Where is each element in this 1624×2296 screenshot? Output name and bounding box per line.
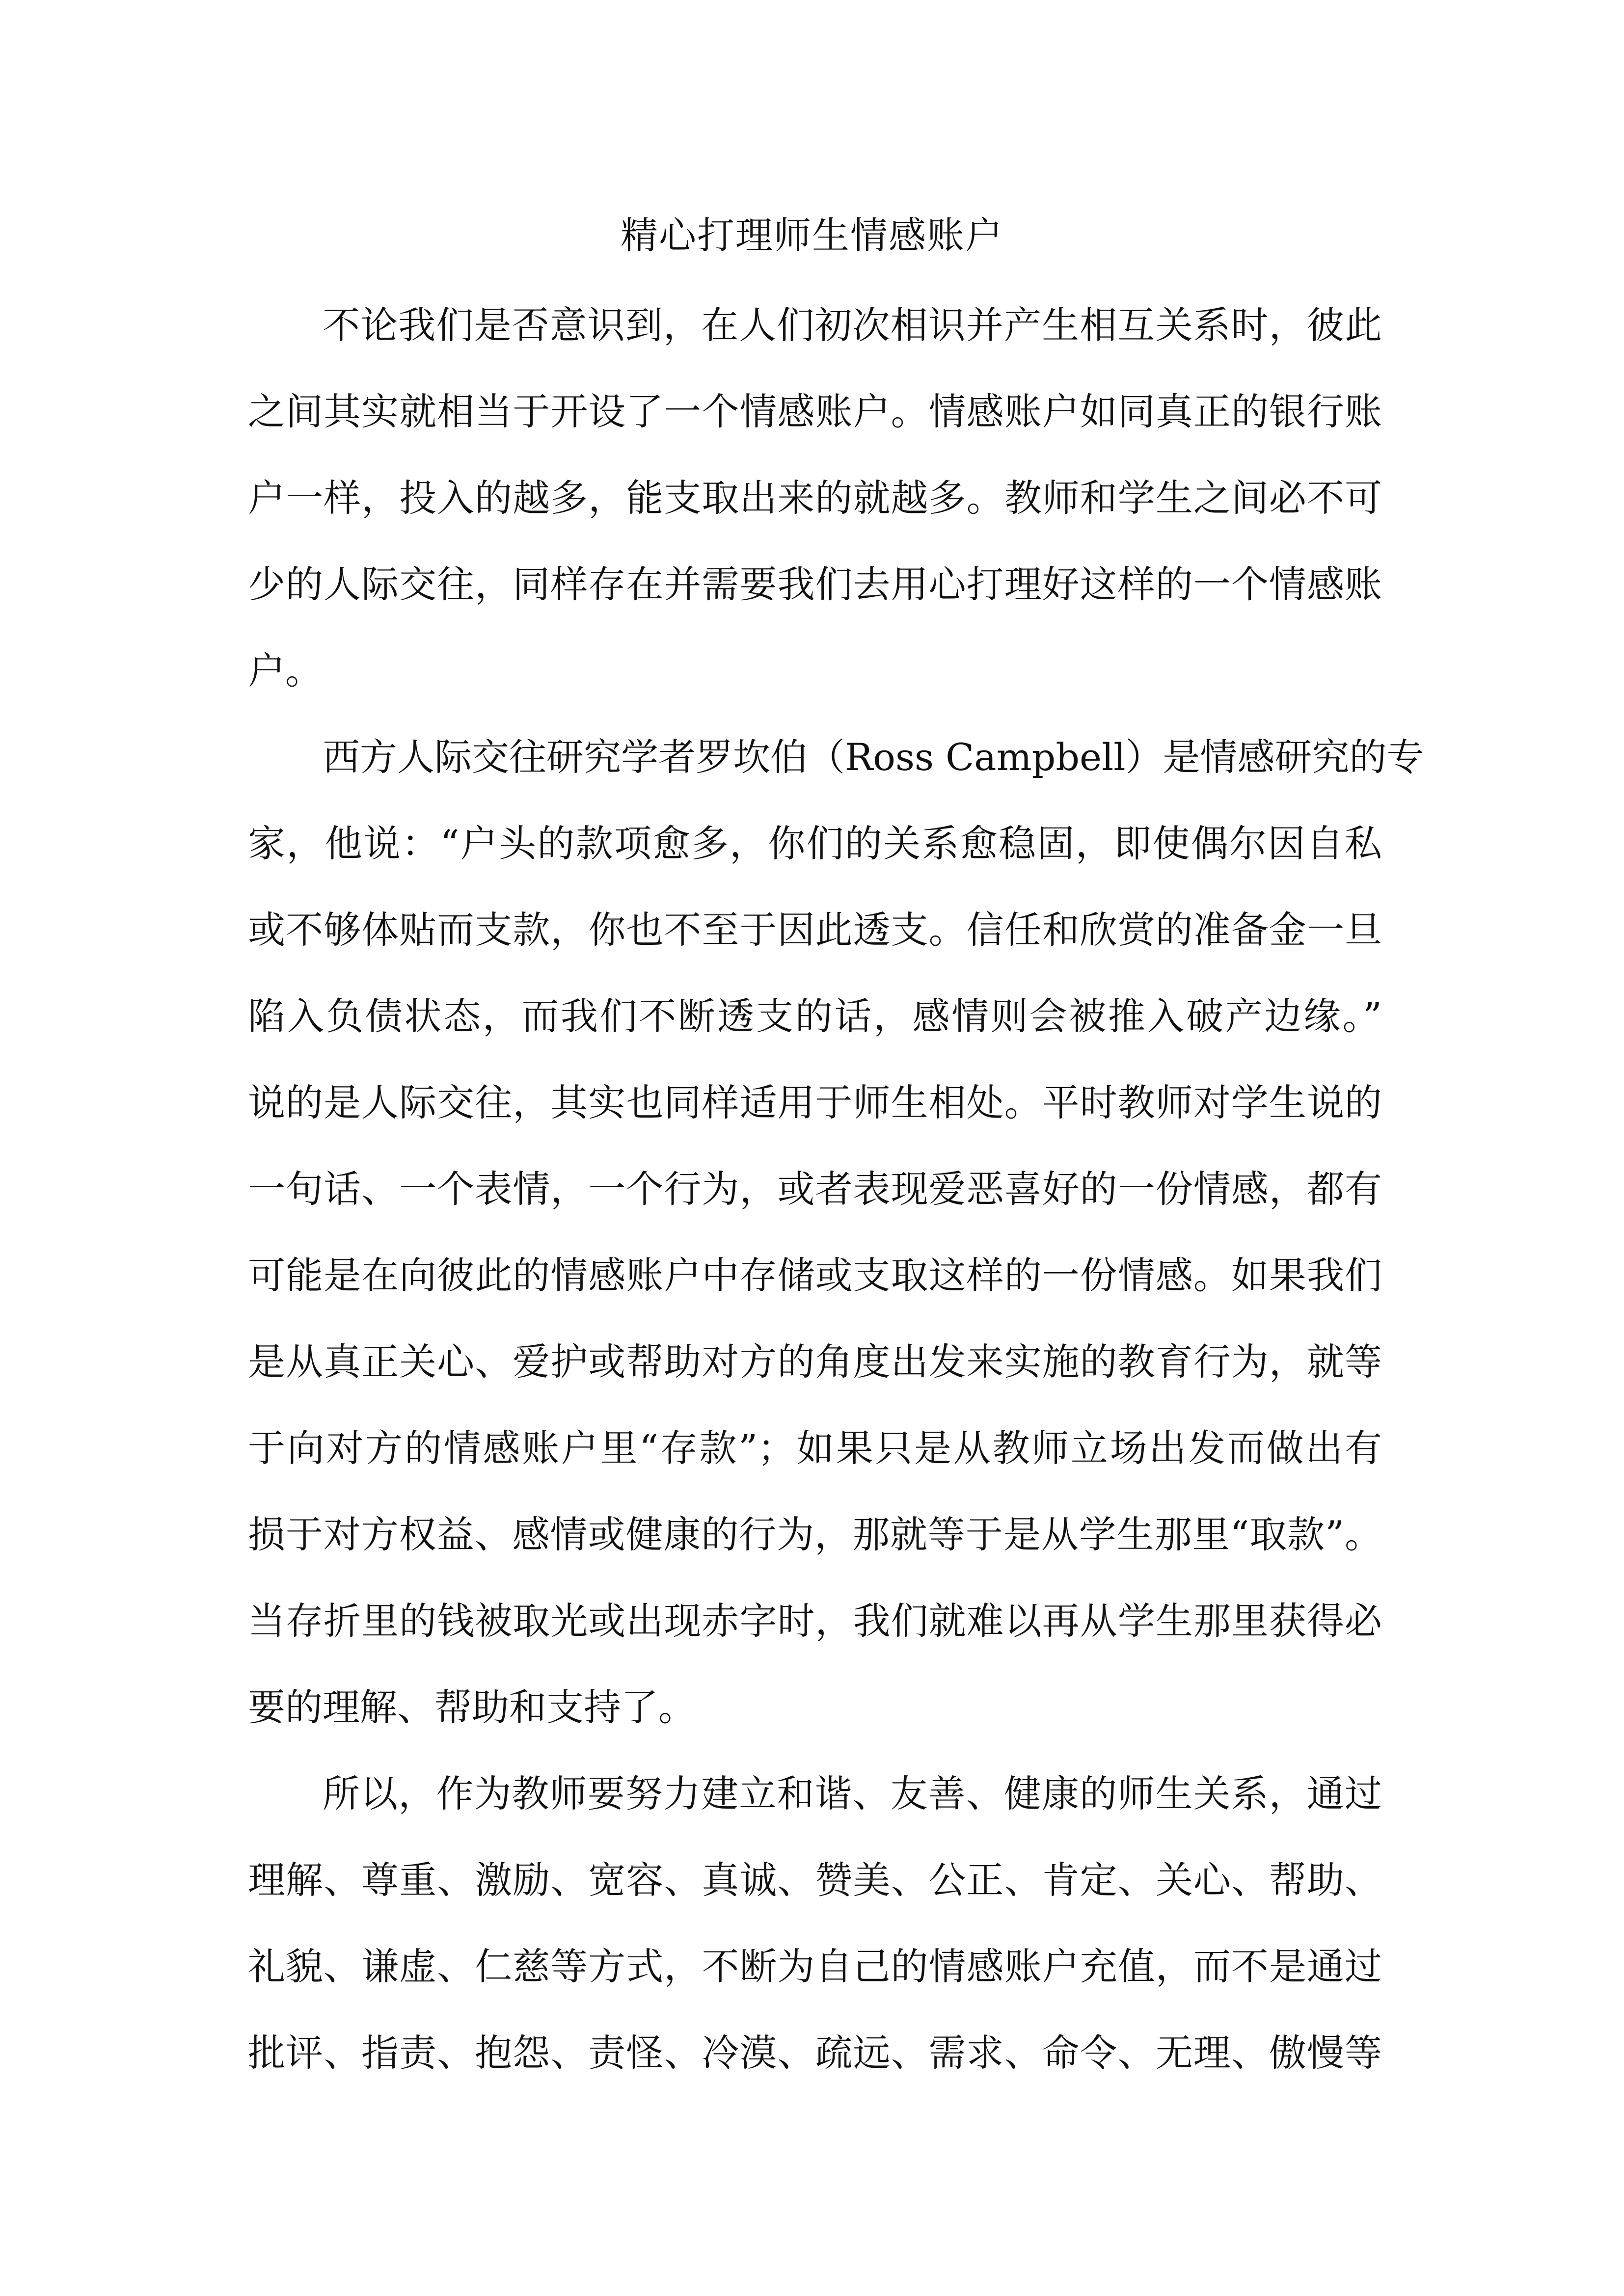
text-line: 家，他说：“户头的款项愈多，你们的关系愈稳固，即使偶尔因自私 bbox=[248, 822, 1382, 865]
document-body bbox=[248, 282, 1424, 2096]
paragraph-1 bbox=[248, 282, 1382, 714]
paragraph-2 bbox=[248, 714, 1424, 1751]
text-line: 户一样，投入的越多，能支取出来的就越多。教师和学生之间必不可 bbox=[248, 476, 1382, 520]
text-line: 批评、指责、抱怨、责怪、冷漠、疏远、需求、命令、无理、傲慢等 bbox=[248, 2031, 1382, 2075]
text-line: 一句话、一个表情，一个行为，或者表现爱恶喜好的一份情感，都有 bbox=[248, 1167, 1382, 1211]
text-line: 户。 bbox=[248, 649, 323, 693]
paragraph-3 bbox=[248, 1751, 1382, 2096]
text-line: 西方人际交往研究学者罗坎伯（Ross Campbell）是情感研究的专 bbox=[323, 735, 1424, 779]
text-line: 少的人际交往，同样存在并需要我们去用心打理好这样的一个情感账 bbox=[248, 562, 1382, 606]
document-title: 精心打理师生情感账户 bbox=[621, 214, 1003, 257]
text-line: 于向对方的情感账户里“存款”；如果只是从教师立场出发而做出有 bbox=[248, 1426, 1382, 1470]
text-line: 之间其实就相当于开设了一个情感账户。情感账户如同真正的银行账 bbox=[248, 390, 1382, 433]
text-line: 说的是人际交往，其实也同样适用于师生相处。平时教师对学生说的 bbox=[248, 1081, 1382, 1124]
text-line: 所以，作为教师要努力建立和谐、友善、健康的师生关系，通过 bbox=[323, 1772, 1382, 1815]
text-line: 不论我们是否意识到，在人们初次相识并产生相互关系时，彼此 bbox=[323, 303, 1382, 347]
text-line: 陷入负债状态，而我们不断透支的话，感情则会被推入破产边缘。” bbox=[248, 994, 1382, 1038]
text-line: 当存折里的钱被取光或出现赤字时，我们就难以再从学生那里获得必 bbox=[248, 1599, 1382, 1643]
text-line: 可能是在向彼此的情感账户中存储或支取这样的一份情感。如果我们 bbox=[248, 1254, 1382, 1297]
text-line: 要的理解、帮助和支持了。 bbox=[248, 1685, 696, 1729]
text-line: 是从真正关心、爱护或帮助对方的角度出发来实施的教育行为，就等 bbox=[248, 1340, 1382, 1384]
text-line: 损于对方权益、感情或健康的行为，那就等于是从学生那里“取款”。 bbox=[248, 1513, 1382, 1556]
text-line: 理解、尊重、激励、宽容、真诚、赞美、公正、肯定、关心、帮助、 bbox=[248, 1858, 1382, 1902]
text-line: 或不够体贴而支款，你也不至于因此透支。信任和欣赏的准备金一旦 bbox=[248, 908, 1382, 952]
text-line: 礼貌、谦虚、仁慈等方式，不断为自己的情感账户充值，而不是通过 bbox=[248, 1945, 1382, 1988]
